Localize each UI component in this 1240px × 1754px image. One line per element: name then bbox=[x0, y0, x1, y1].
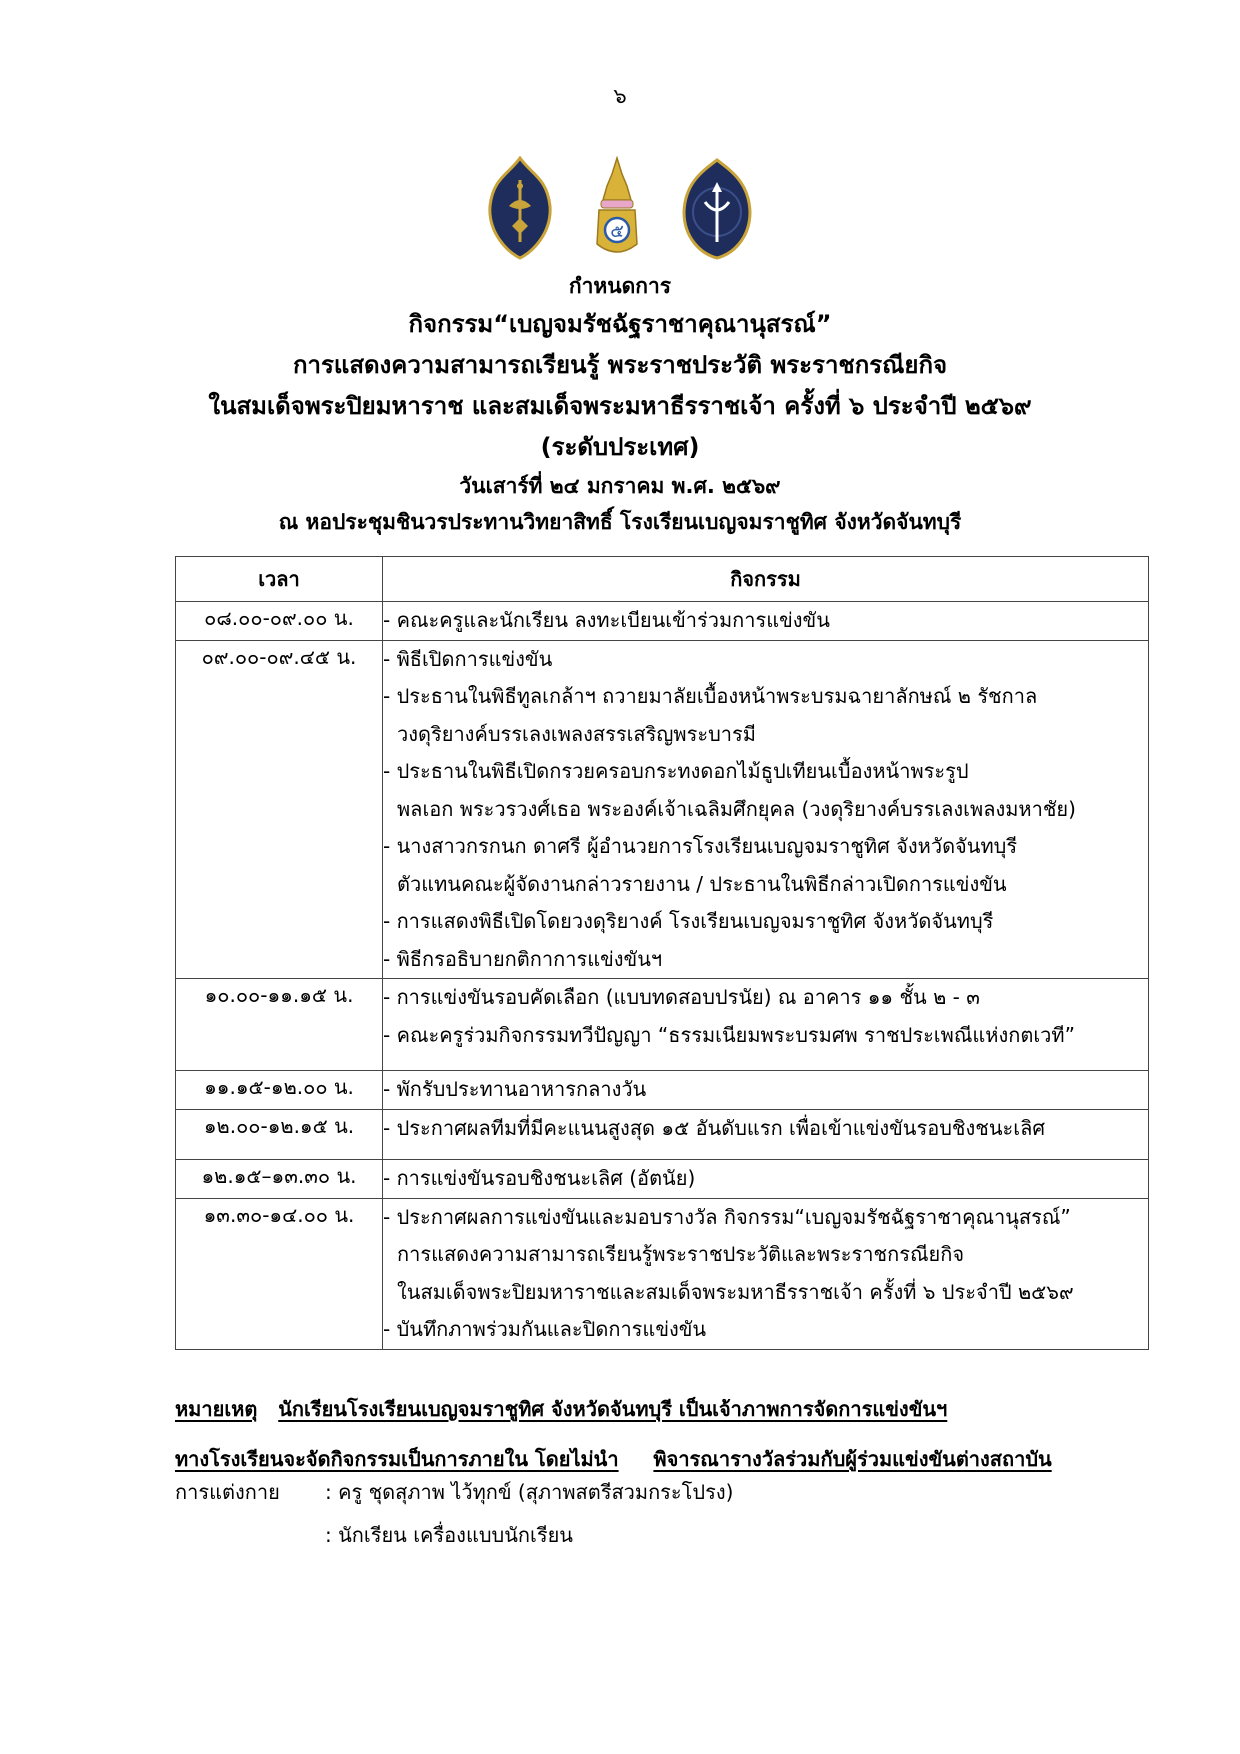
header-date: วันเสาร์ที่ ๒๔ มกราคม พ.ศ. ๒๕๖๙ bbox=[459, 474, 781, 498]
remark-section bbox=[175, 1384, 1175, 1484]
activity-line: - บันทึกภาพร่วมกันและปิดการแข่งขัน bbox=[383, 1317, 707, 1341]
dress-code-student: : นักเรียน เครื่องแบบนักเรียน bbox=[325, 1523, 573, 1547]
dress-code-teacher: : ครู ชุดสุภาพ ไว้ทุกข์ (สุภาพสตรีสวมกระโปรง) bbox=[325, 1480, 734, 1504]
dress-row-teacher bbox=[175, 1471, 733, 1514]
activity-line: - ประกาศผลทีมที่มีคะแนนสูงสุด ๑๕ อันดับแรก เพื่อเข้าแข่งขันรอบชิงชนะเลิศ bbox=[383, 1115, 1046, 1140]
activity-line: - พิธีเปิดการแข่งขัน bbox=[383, 646, 553, 671]
row-activities bbox=[383, 602, 1149, 641]
header-line-4: ในสมเด็จพระปิยมหาราช และสมเด็จพระมหาธีรราชเจ้า ครั้งที่ ๖ ประจำปี ๒๕๖๙ bbox=[208, 392, 1032, 420]
row-time: ๑๐.๐๐-๑๑.๑๕ น. bbox=[176, 979, 383, 1071]
row-time: ๑๑.๑๕-๑๒.๐๐ น. bbox=[176, 1071, 383, 1110]
row-activities bbox=[383, 1109, 1149, 1160]
row-time: ๑๓.๓๐-๑๔.๐๐ น. bbox=[176, 1198, 383, 1349]
remark-line-1 bbox=[175, 1384, 1175, 1434]
row-activities bbox=[383, 1160, 1149, 1199]
dress-label-spacer bbox=[175, 1514, 325, 1557]
table-row bbox=[176, 602, 1149, 641]
activity-line: - ประกาศผลการแข่งขันและมอบรางวัล กิจกรรม“เบญจมรัชฉัฐราชาคุณานุสรณ์” bbox=[383, 1204, 1071, 1229]
activity-line: - ประธานในพิธีทูลเกล้าฯ ถวายมาลัยเบื้องหน้าพระบรมฉายาลักษณ์ ๒ รัชกาล bbox=[383, 684, 1038, 708]
logo-row bbox=[0, 152, 1240, 260]
table-row bbox=[176, 1198, 1149, 1349]
activity-line: - การแสดงพิธีเปิดโดยวงดุริยางค์ โรงเรียนเบญจมราชูทิศ จังหวัดจันทบุรี bbox=[383, 909, 994, 933]
remark-text-2a: ทางโรงเรียนจะจัดกิจกรรมเป็นการภายใน โดยไม่นำ bbox=[175, 1447, 619, 1471]
svg-text:๕: ๕ bbox=[610, 221, 624, 242]
column-header-time: เวลา bbox=[176, 557, 383, 602]
activity-line: - ประธานในพิธีเปิดกรวยครอบกระทงดอกไม้ธูปเทียนเบื้องหน้าพระรูป bbox=[383, 759, 969, 783]
row-activities bbox=[383, 1071, 1149, 1110]
dress-row-student bbox=[175, 1514, 733, 1557]
activity-line: วงดุริยางค์บรรเลงเพลงสรรเสริญพระบารมี bbox=[397, 721, 756, 746]
row-time: ๑๒.๑๕–๑๓.๓๐ น. bbox=[176, 1160, 383, 1199]
row-time: ๐๘.๐๐-๐๙.๐๐ น. bbox=[176, 602, 383, 641]
header-venue: ณ หอประชุมชินวรประทานวิทยาสิทธิ์ โรงเรียนเบญจมราชูทิศ จังหวัดจันทบุรี bbox=[278, 510, 962, 534]
activity-line: การแสดงความสามารถเรียนรู้พระราชประวัติและพระราชกรณียกิจ bbox=[397, 1242, 965, 1266]
activity-line: พลเอก พระวรวงศ์เธอ พระองค์เจ้าเฉลิมศึกยุคล (วงดุริยางค์บรรเลงเพลงมหาชัย) bbox=[397, 796, 1076, 821]
dark-blue-emblem-icon bbox=[485, 156, 555, 260]
table-header-row bbox=[176, 557, 1149, 602]
schedule-table bbox=[175, 556, 1149, 1350]
table-row bbox=[176, 1071, 1149, 1110]
table-row bbox=[176, 1109, 1149, 1160]
activity-line: - พิธีกรอธิบายกติกาการแข่งขันฯ bbox=[383, 946, 663, 971]
row-time: ๑๒.๐๐-๑๒.๑๕ น. bbox=[176, 1109, 383, 1160]
activity-line: - คณะครูร่วมกิจกรรมทวีปัญญา “ธรรมเนียมพระบรมศพ ราชประเพณีแห่งกตเวที” bbox=[383, 1022, 1075, 1047]
header-line-3: การแสดงความสามารถเรียนรู้ พระราชประวัติ พระราชกรณียกิจ bbox=[292, 351, 948, 379]
row-activities bbox=[383, 979, 1149, 1071]
activity-line: - การแข่งขันรอบชิงชนะเลิศ (อัตนัย) bbox=[383, 1166, 696, 1190]
table-row bbox=[176, 979, 1149, 1071]
dress-code-section bbox=[175, 1471, 733, 1557]
remark-label: หมายเหตุ bbox=[175, 1397, 258, 1421]
table-row bbox=[176, 640, 1149, 979]
remark-text-2b: พิจารณารางวัลร่วมกับผู้ร่วมแข่งขันต่างสถาบัน bbox=[653, 1447, 1052, 1471]
page-number: ๖ bbox=[613, 84, 627, 108]
row-time: ๐๙.๐๐-๐๙.๔๕ น. bbox=[176, 640, 383, 979]
dark-blue-seal-icon bbox=[679, 156, 755, 260]
activity-line: ตัวแทนคณะผู้จัดงานกล่าวรายงาน / ประธานในพิธีกล่าวเปิดการแข่งขัน bbox=[397, 871, 1007, 896]
activity-line: - คณะครูและนักเรียน ลงทะเบียนเข้าร่วมการแข่งขัน bbox=[383, 608, 830, 632]
header-line-1: กำหนดการ bbox=[568, 274, 672, 298]
dress-code-label: การแต่งกาย bbox=[175, 1480, 280, 1504]
row-activities bbox=[383, 640, 1149, 979]
activity-line: - นางสาวกรกนก ดาศรี ผู้อำนวยการโรงเรียนเบญจมราชูทิศ จังหวัดจันทบุรี bbox=[383, 834, 1018, 858]
activity-line: - พักรับประทานอาหารกลางวัน bbox=[383, 1077, 647, 1101]
activity-line: ในสมเด็จพระปิยมหาราชและสมเด็จพระมหาธีรราชเจ้า ครั้งที่ ๖ ประจำปี ๒๕๖๙ bbox=[397, 1279, 1074, 1304]
header-line-5: (ระดับประเทศ) bbox=[540, 433, 700, 461]
column-header-activity: กิจกรรม bbox=[383, 557, 1149, 602]
document-header bbox=[150, 268, 1090, 540]
remark-text-1: นักเรียนโรงเรียนเบญจมราชูทิศ จังหวัดจันทบุรี เป็นเจ้าภาพการจัดการแข่งขันฯ bbox=[278, 1397, 948, 1421]
header-line-2: กิจกรรม“เบญจมรัชฉัฐราชาคุณานุสรณ์” bbox=[408, 310, 832, 338]
activity-line: - การแข่งขันรอบคัดเลือก (แบบทดสอบปรนัย) ณ อาคาร ๑๑ ชั้น ๒ - ๓ bbox=[383, 985, 980, 1009]
row-activities bbox=[383, 1198, 1149, 1349]
royal-emblem-icon bbox=[589, 156, 645, 260]
table-row bbox=[176, 1160, 1149, 1199]
